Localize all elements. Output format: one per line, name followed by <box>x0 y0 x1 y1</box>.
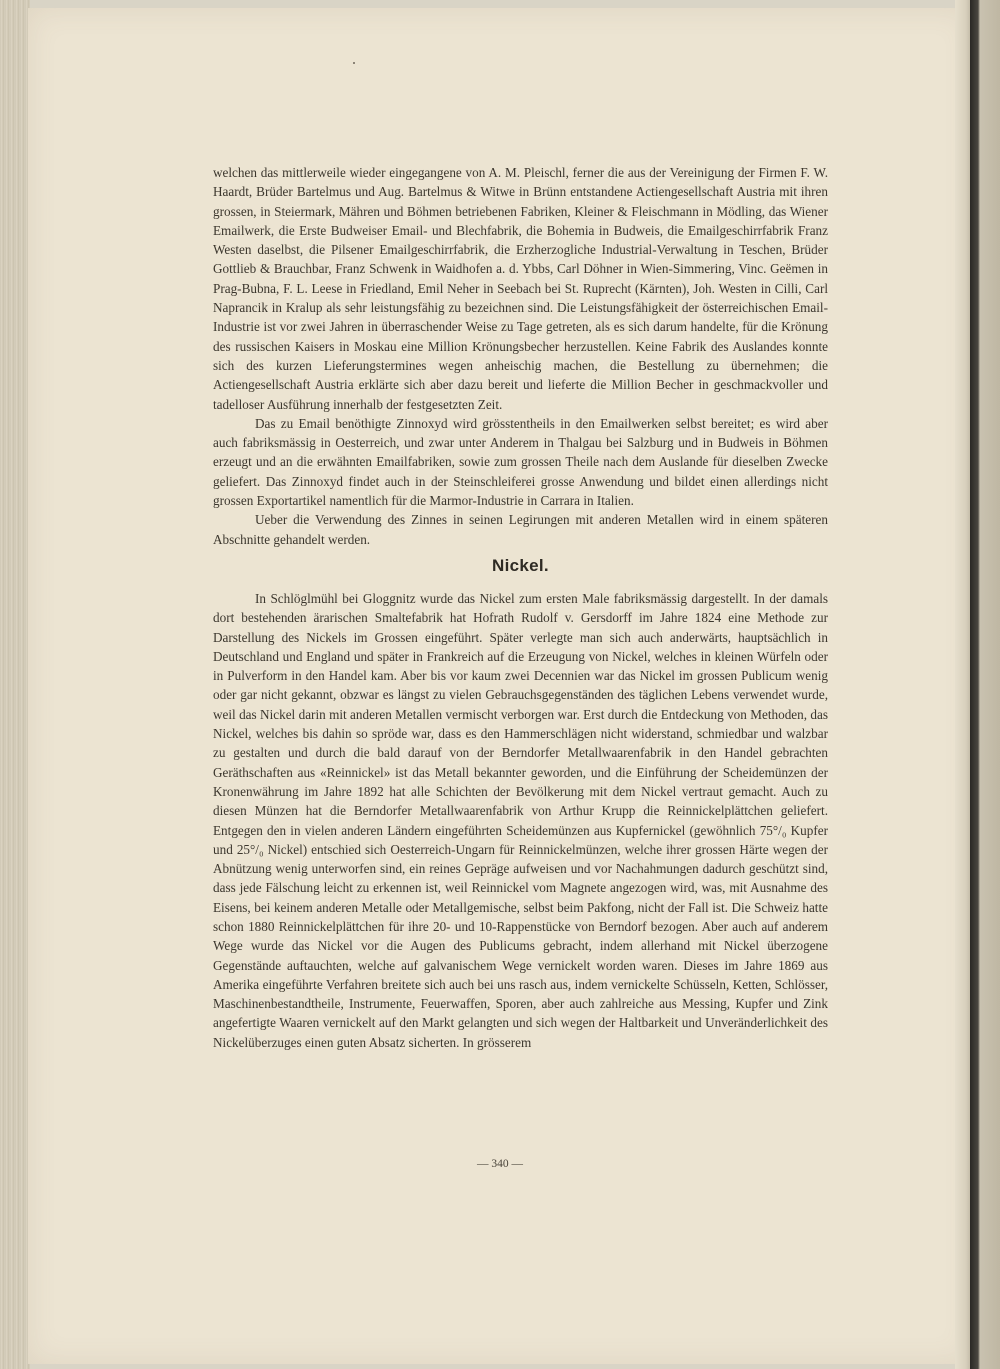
page-number: — 340 — <box>477 1158 523 1170</box>
paper-speck <box>353 62 355 64</box>
paragraph-nickel-history: In Schlöglmühl bei Gloggnitz wurde das Nickel zum ersten Male fabriksmässig dargestellt. In der damals dort bestehenden ärarischen Smaltefabrik hat Hofrath Rudolf v. Gersdorff im Jahre 1824 eine Methode zur Darstellung des Nickels im Grossen eingeführt. Später verlegte man sich auch anderwärts, hauptsächlich in Deutschland und England und später in Frankreich auf die Erzeugung von Nickel, welches in kleinen Würfeln oder in Pulverform in den Handel kam. Aber bis vor kaum zwei Decennien war das Nickel im grossen Publicum wenig oder gar nicht gekannt, obzwar es längst zu vielen Gebrauchsgegenständen des täglichen Lebens verwendet wurde, weil das Nickel darin mit anderen Metallen vermischt verborgen war. Erst durch die Entdeckung von Methoden, das Nickel, welches bis dahin so spröde war, dass es den Hammerschlägen nicht widerstand, schmiedbar und walzbar zu gestalten und durch die bald darauf von der Berndorfer Metallwaarenfabrik in den Handel gebrachten Geräthschaften aus «Reinnickel» ist das Metall bekannter geworden, und die Einführung der Scheidemünzen der Kronenwährung im Jahre 1892 hat alle Schichten der Bevölkerung mit dem Nickel vertraut gemacht. Auch zu diesen Münzen hat die Berndorfer Metallwaarenfabrik von Arthur Krupp die Reinnickelplättchen geliefert. Entgegen den in vielen anderen Ländern eingeführten Scheidemünzen aus Kupfernickel (gewöhnlich 75°/₀ Kupfer und 25°/₀ Nickel) entschied sich Oesterreich-Ungarn für Reinnickelmünzen, welche ihrer grossen Härte wegen der Abnützung wenig unterworfen sind, ein reines Gepräge aufweisen und vor Nachahmungen dadurch geschützt sind, dass jede Fälschung leicht zu erkennen ist, weil Reinnickel vom Magnete angezogen wird, was, mit Ausnahme des Eisens, bei keinem anderen Metalle oder Metallgemische, selbst beim Pakfong, nicht der Fall ist. Die Schweiz hatte schon 1880 Reinnickelplättchen für ihre 20- und 10-Rappenstücke von Berndorf bezogen. Aber auch auf anderem Wege wurde das Nickel vor die Augen des Publicums gebracht, indem allerhand mit Nickel überzogene Gegenstände auftauchten, welche auf galvanischem Wege vernickelt worden waren. Dieses im Jahre 1869 aus Amerika eingeführte Verfahren breitete sich auch bei uns rasch aus, indem vernickelte Schüsseln, Ketten, Schlösser, Maschinenbestandtheile, Instrumente, Feuerwaffen, Sporen, aber auch zahlreiche aus Messing, Kupfer und Zink angefertigte Waaren vernickelt auf den Markt gelangten und sich wegen der Haltbarkeit und Unveränderlichkeit des Nickelüberzuges einen guten Absatz sicherten. In grösserem <box>213 590 828 1050</box>
paragraph-tin-oxide: Das zu Email benöthigte Zinnoxyd wird grösstentheils in den Emailwerken selbst bereitet; es wird aber auch fabriksmässig in Oesterreich, und zwar unter Anderem in Thalgau bei Salzburg und in Budweis in Böhmen erzeugt und an die erwähnten Emailfabriken, sowie zum grossen Theile nach dem Auslande für dieselben Zwecke geliefert. Das Zinnoxyd findet auch in der Steinschleiferei grosse Anwendung und bildet einen allerdings nicht grossen Exportartikel namentlich für die Marmor-Industrie in Carrara in Italien. <box>213 415 828 509</box>
paragraph-email-manufacturers: welchen das mittlerweile wieder eingegangene von A. M. Pleischl, ferner die aus der Vereinigung der Firmen F. W. Haardt, Brüder Bartelmus und Aug. Bartelmus & Witwe in Brünn entstandene Actiengesellschaft Austria mit ihren grossen, in Steiermark, Mähren und Böhmen betriebenen Fabriken, Kleiner & Fleischmann in Mödling, das Wiener Emailwerk, die Erste Budweiser Email- und Blechfabrik, die Bohemia in Budweis, die Emailgeschirrfabrik Franz Westen daselbst, die Pilsener Emailgeschirrfabrik, die Erzherzogliche Industrial-Verwaltung in Teschen, Brüder Gottlieb & Brauchbar, Franz Schwenk in Waidhofen a. d. Ybbs, Carl Döhner in Wien-Simmering, Vinc. Geëmen in Prag-Bubna, F. L. Leese in Friedland, Emil Neher in Seebach bei St. Ruprecht (Kärnten), Joh. Westen in Cilli, Carl Naprancik in Kralup als sehr leistungsfähig zu bezeichnen sind. Die Leistungsfähigkeit der österreichischen Email-Industrie ist vor zwei Jahren in überraschender Weise zu Tage getreten, als es sich darum handelte, für die Krönung des russischen Kaisers in Moskau eine Million Krönungsbecher herzustellen. Keine Fabrik des Auslandes konnte sich des kurzen Lieferungstermines wegen anheischig machen, die Bestellung zu übernehmen; die Actiengesellschaft Austria erklärte sich aber dazu bereit und lieferte die Million Becher in geschmackvoller und tadelloser Ausführung innerhalb der festgesetzten Zeit. <box>213 165 828 412</box>
body-text <box>213 163 828 1052</box>
section-heading-nickel: Nickel. <box>492 555 549 575</box>
paragraph-tin-alloys: Ueber die Verwendung des Zinnes in seinen Legirungen mit anderen Metallen wird in einem späteren Abschnitte gehandelt werden. <box>213 512 828 547</box>
